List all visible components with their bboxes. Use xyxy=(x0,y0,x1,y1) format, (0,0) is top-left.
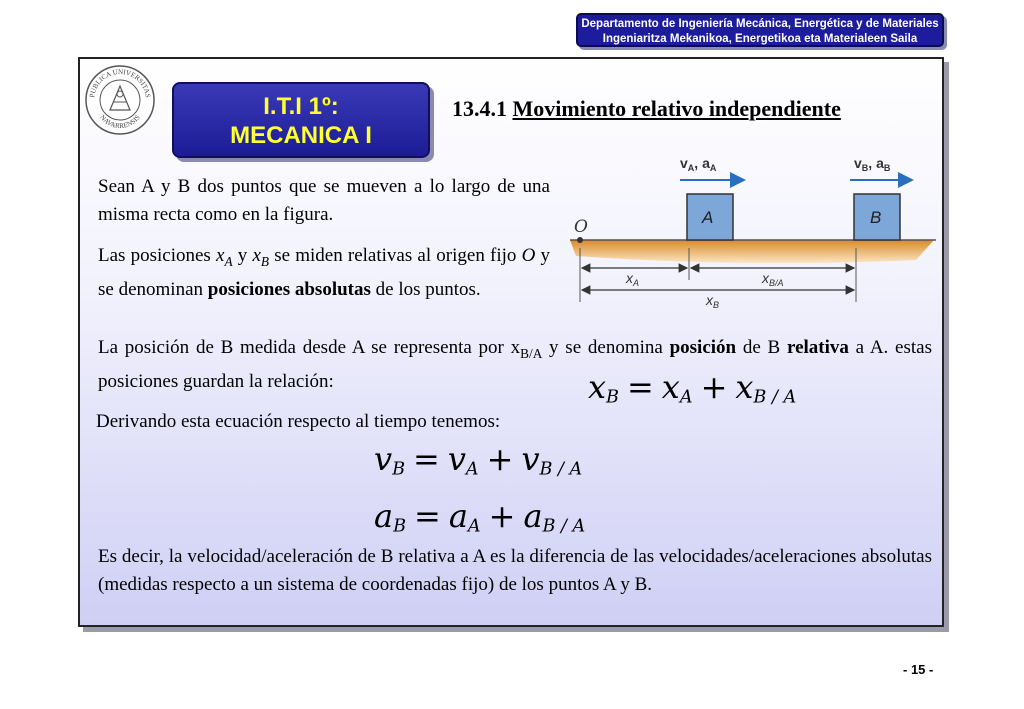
page-number: - 15 - xyxy=(903,662,934,677)
xa-label: $x_A$ xyxy=(626,270,640,288)
equation-velocity: $v_B = v_A + v_{B / A}$ xyxy=(374,440,583,480)
section-title xyxy=(452,96,841,122)
paragraph-intro: Sean A y B dos puntos que se mueven a lo largo de una misma recta como en la figura. xyxy=(98,176,550,225)
seal-bottom-text: NAVARRENSIS xyxy=(98,113,142,131)
paragraph-derivation: Derivando esta ecuación respecto al tiempo tenemos: xyxy=(96,411,501,432)
block-b-label: B xyxy=(870,208,882,227)
origin-point xyxy=(577,237,583,243)
relative-motion-figure xyxy=(566,148,940,308)
ground-surface xyxy=(570,240,934,263)
section-number: 13.4.1 xyxy=(452,96,507,121)
equation-position: $x_B = x_A + x_{B / A}$ xyxy=(588,368,797,408)
department-line-es: Departamento de Ingeniería Mecánica, Energética y de Materiales xyxy=(581,18,939,30)
equation-acceleration: $a_B = a_A + a_{B / A}$ xyxy=(374,497,586,537)
va-aa-label: $v_A$, $a_A$ xyxy=(680,155,717,173)
seal-top-text: PUBLICA UNIVERSITAS xyxy=(88,67,152,99)
paragraph-relative-position: La posición de B medida desde A se representa por $x_{B/A}$ y se denomina posición de B relativa a A. estas posiciones guardan la relación: xyxy=(98,337,932,392)
course-badge xyxy=(172,82,430,158)
origin-label: O xyxy=(574,217,588,237)
block-a-label: A xyxy=(702,208,714,227)
paragraph-absolute-positions: Las posiciones $x_A$ y $x_B$ se miden relativas al origen fijo O y se denominan posiciones absolutas de los puntos. xyxy=(98,245,551,300)
department-banner xyxy=(576,13,944,47)
paragraph-conclusion: Es decir, la velocidad/aceleración de B relativa a A es la diferencia de las velocidades/aceleraciones absolutas (medidas respecto a un sistema de coordenadas fijo) de los puntos A y B. xyxy=(98,546,932,595)
xba-label: $x_{B/A}$ xyxy=(762,270,784,288)
course-line-1: I.T.I 1º: xyxy=(263,93,339,120)
course-line-2: MECANICA I xyxy=(230,122,372,149)
xb-label: $x_B$ xyxy=(706,292,720,308)
vb-ab-label: $v_B$, $a_B$ xyxy=(854,155,891,173)
section-title-text: Movimiento relativo independiente xyxy=(512,96,841,121)
university-seal-icon xyxy=(84,64,156,136)
department-line-eu: Ingeniaritza Mekanikoa, Energetikoa eta Materialeen Saila xyxy=(602,33,918,45)
